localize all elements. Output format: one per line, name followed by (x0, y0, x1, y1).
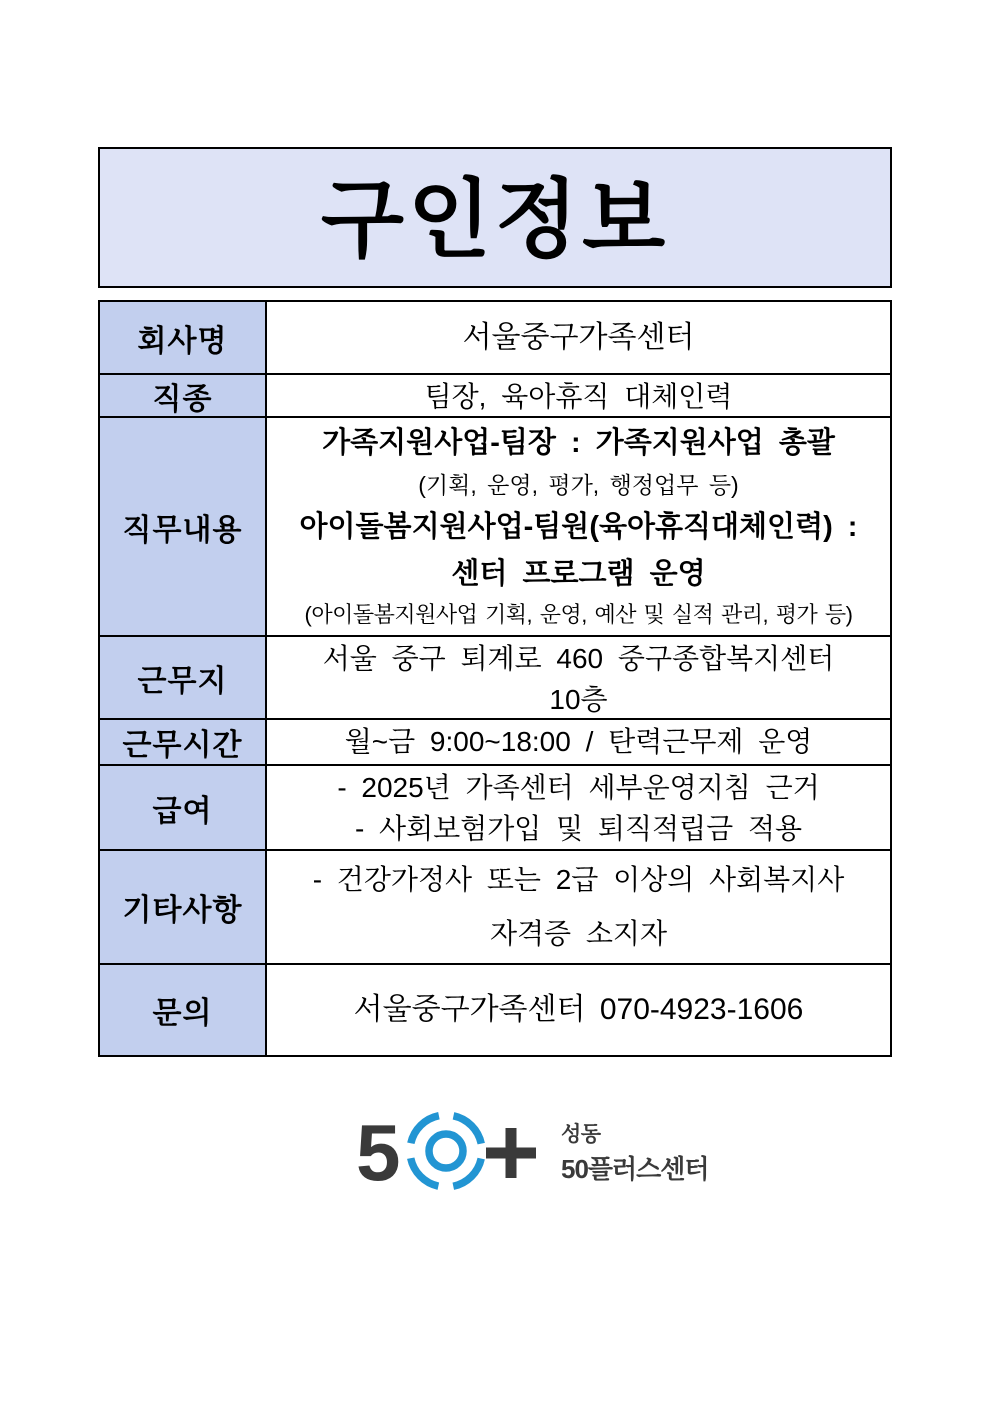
logo-digit-5: 5 (356, 1108, 401, 1197)
row-label: 근무시간 (100, 720, 267, 764)
row-label: 직종 (100, 375, 267, 416)
row-value-line: (아이돌봄지원사업 기획, 운영, 예산 및 실적 관리, 평가 등) (304, 601, 853, 627)
row-value-line: 아이돌봄지원사업-팀원(육아휴직대체인력) : (299, 511, 858, 544)
logo-org-region: 성동 (561, 1123, 601, 1146)
row-label: 기타사항 (100, 851, 267, 963)
table-row-location (100, 637, 890, 720)
row-value-line: 서울중구가족센터 070-4923-1606 (353, 993, 804, 1027)
row-value (267, 302, 890, 373)
row-value-line: - 사회보험가입 및 퇴직적립금 적용 (354, 812, 803, 844)
row-value-line: - 건강가정사 또는 2급 이상의 사회복지사 (312, 863, 845, 895)
table-row-etc (100, 851, 890, 965)
row-label: 근무지 (100, 637, 267, 718)
row-value (267, 418, 890, 635)
row-value (267, 375, 890, 416)
row-value (267, 851, 890, 963)
row-label: 급여 (100, 766, 267, 849)
page-title: 구인정보 (320, 171, 670, 268)
row-label: 문의 (100, 965, 267, 1055)
row-value-line: 서울중구가족센터 (462, 320, 695, 354)
logo-50plus (356, 1108, 788, 1197)
table-row-duties (100, 418, 890, 637)
job-info-table (98, 300, 892, 1057)
row-value-line: 팀장, 육아휴직 대체인력 (424, 381, 733, 412)
row-value (267, 637, 890, 718)
row-value-line: 센터 프로그램 운영 (451, 557, 706, 590)
row-value (267, 720, 890, 764)
row-value (267, 766, 890, 849)
title-band (98, 147, 892, 288)
logo-circle-icon (403, 1108, 488, 1193)
row-value-line: 서울 중구 퇴계로 460 중구종합복지센터 (322, 643, 835, 674)
row-value-line: - 2025년 가족센터 세부운영지침 근거 (337, 772, 820, 803)
logo-plus-icon (486, 1128, 536, 1178)
row-label: 회사명 (100, 302, 267, 373)
table-row-company (100, 302, 890, 375)
row-value-line: 자격증 소지자 (489, 917, 668, 949)
row-value-line: 가족지원사업-팀장 : 가족지원사업 총괄 (322, 427, 835, 460)
table-row-salary (100, 766, 890, 851)
row-value-line: 10층 (549, 683, 608, 715)
row-label: 직무내용 (100, 418, 267, 635)
table-row-contact (100, 965, 890, 1055)
row-value-line: 월~금 9:00~18:00 / 탄력근무제 운영 (344, 726, 813, 757)
logo-org-name: 50플러스센터 (561, 1154, 709, 1184)
document-content (98, 147, 892, 1201)
row-value (267, 965, 890, 1055)
table-row-jobtype (100, 375, 890, 418)
row-value-line: (기획, 운영, 평가, 행정업무 등) (418, 471, 739, 498)
table-row-hours (100, 720, 890, 766)
